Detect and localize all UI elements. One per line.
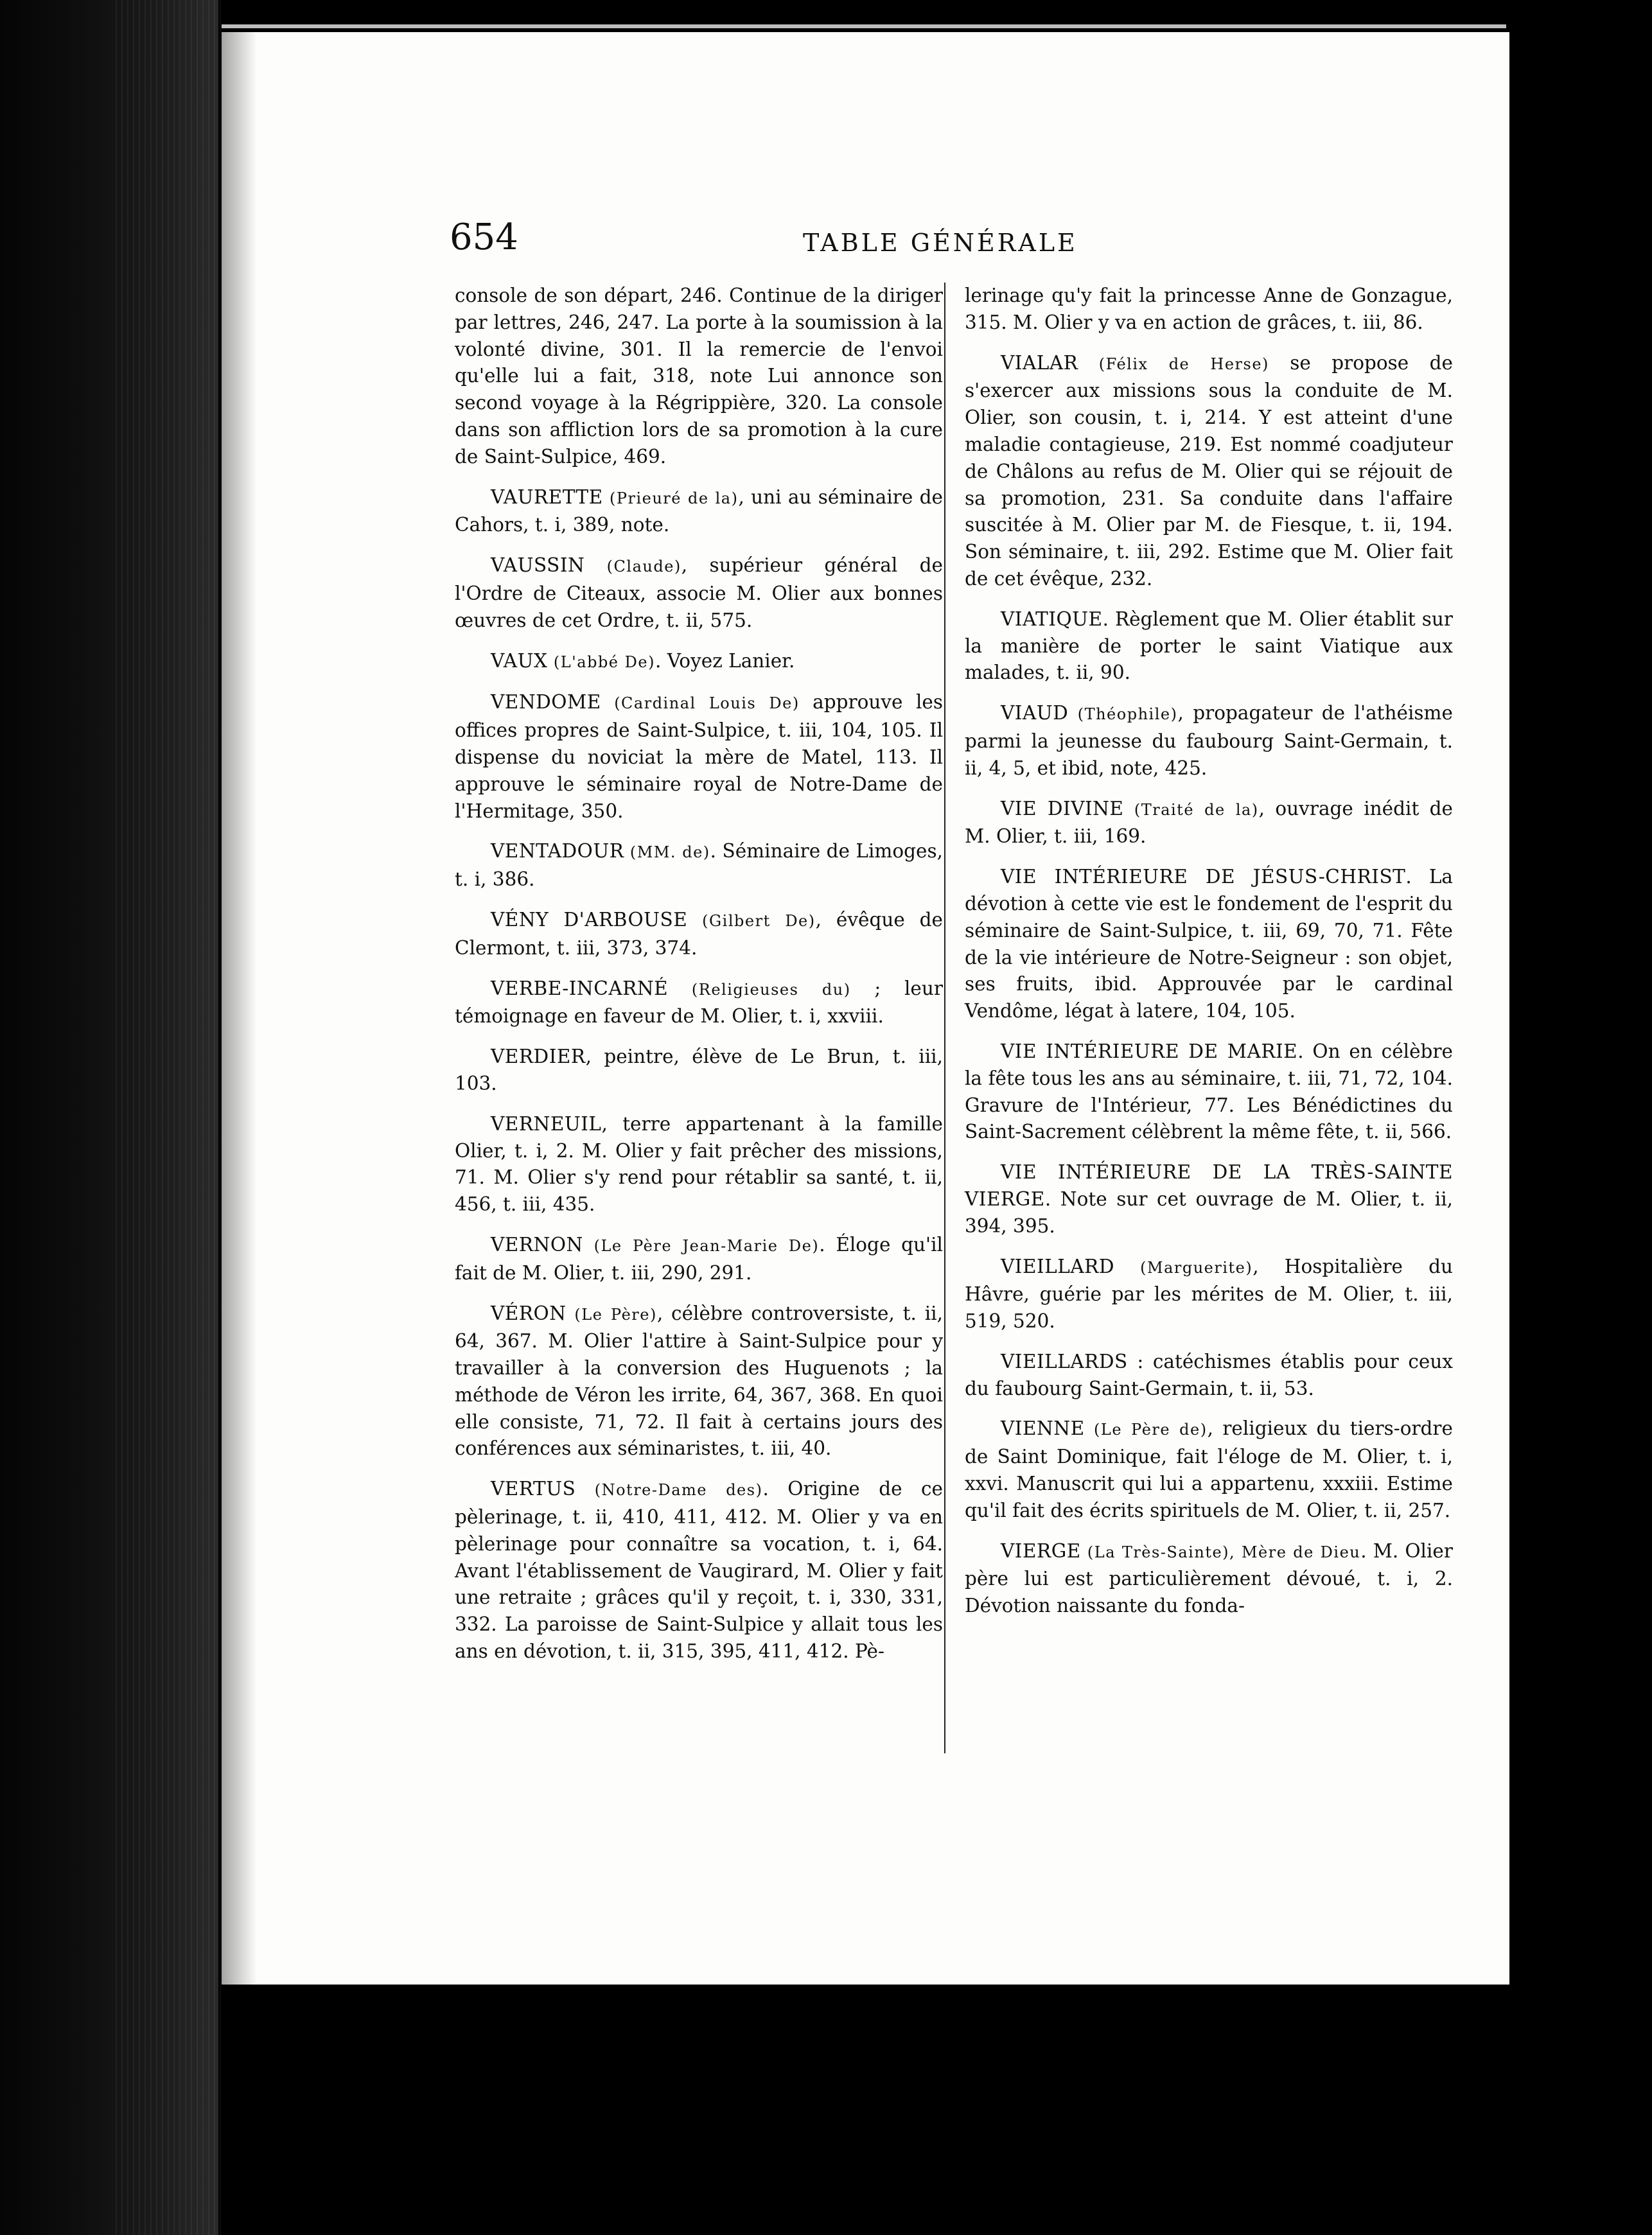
entry-text: ; leur témoignage en faveur de M. Olier, t. i, xxviii.	[455, 977, 943, 1028]
entry-qualifier: (Gilbert De)	[702, 911, 816, 930]
entry-headword: VENDOME	[491, 691, 601, 714]
entry-headword: VAUSSIN	[491, 554, 585, 577]
entry-qualifier: (La Très-Sainte), Mère de Dieu	[1087, 1543, 1361, 1561]
entry-headword: VERBE-INCARNÉ	[491, 977, 669, 999]
entry-qualifier: (L'abbé De)	[553, 653, 655, 671]
entry-qualifier: (Claude)	[606, 557, 681, 576]
entry-text: . M. Olier père lui est particulièrement dévoué, t. i, 2. Dévotion naissante du fonda-	[965, 1539, 1453, 1617]
entry-qualifier: (Marguerite)	[1140, 1258, 1253, 1277]
entry-headword: VIERGE	[1001, 1539, 1081, 1562]
entry-text: , évêque de Clermont, t. iii, 373, 374.	[455, 908, 943, 959]
entry-text: lerinage qu'y fait la princesse Anne de Gonzague, 315. M. Olier y va en action de grâces, t. iii, 86.	[965, 285, 1453, 333]
entry-qualifier: (Le Père Jean-Marie De)	[593, 1236, 820, 1255]
index-entry	[965, 796, 1453, 851]
entry-headword: VIALAR	[1001, 351, 1078, 374]
top-edge-rule	[222, 24, 1506, 28]
entry-headword: VERDIER	[491, 1046, 586, 1068]
right-column	[965, 283, 1453, 1633]
entry-headword: VÉRON	[491, 1302, 567, 1324]
entry-headword: VIAUD	[1001, 702, 1069, 724]
index-entry	[455, 838, 943, 893]
index-entry	[455, 1044, 943, 1098]
index-entry	[965, 283, 1453, 337]
entry-headword: VAURETTE	[491, 486, 603, 508]
entry-text: . Règlement que M. Olier établit sur la manière de porter le saint Viatique aux malades, t. ii, 90.	[965, 608, 1453, 684]
entry-text: . On en célèbre la fête tous les ans au séminaire, t. iii, 71, 72, 104. Gravure de l'Intérieur, 77. Les Bénédictines du Saint-Sacrement célèbrent la même fête, t. ii, 566.	[965, 1040, 1453, 1143]
entry-headword: VIE INTÉRIEURE DE JÉSUS-CHRIST	[1001, 866, 1406, 888]
index-entry	[455, 689, 943, 825]
index-entry	[965, 700, 1453, 782]
entry-text: . Voyez Lanier.	[655, 649, 795, 672]
index-entry	[455, 552, 943, 634]
entry-headword: VIE INTÉRIEURE DE LA TRÈS-SAINTE VIERGE	[965, 1161, 1453, 1210]
index-entry	[965, 606, 1453, 687]
entry-qualifier: (Prieuré de la)	[609, 489, 739, 507]
entry-qualifier: (Traité de la)	[1134, 800, 1259, 819]
index-entry	[455, 976, 943, 1031]
entry-text: . La dévotion à cette vie est le fondement de l'esprit du séminaire de Saint-Sulpice, t. iii, 69, 70, 71. Fête de la vie intérieure de Notre-Seigneur : son objet, ses fruits, ibid. Approuvée par le cardinal Vendôme, légat à latere, 104, 105.	[965, 866, 1453, 1022]
entry-qualifier: (Notre-Dame des)	[594, 1481, 763, 1500]
entry-qualifier: (Cardinal Louis De)	[614, 694, 800, 713]
entry-text: , Hospitalière du Hâvre, guérie par les mérites de M. Olier, t. iii, 519, 520.	[965, 1255, 1453, 1333]
entry-text: . Origine de ce pèlerinage, t. ii, 410, 411, 412. M. Olier y va en pèlerinage pour connaître sa vocation, t. i, 64. Avant l'établissement de Vaugirard, M. Olier y fait une retraite ; grâces qu'il y reçoit, t. i, 330, 331, 332. La paroisse de Saint-Sulpice y allait tous les ans en dévotion, t. ii, 315, 395, 411, 412. Pè-	[455, 1478, 943, 1663]
entry-text: . Note sur cet ouvrage de M. Olier, t. ii, 394, 395.	[965, 1188, 1453, 1237]
entry-text: , ouvrage inédit de M. Olier, t. iii, 169.	[965, 797, 1453, 848]
entry-text: , peintre, élève de Le Brun, t. iii, 103.	[455, 1046, 943, 1094]
index-entry	[965, 1039, 1453, 1146]
entry-qualifier: (Le Père)	[574, 1305, 657, 1324]
index-entry	[455, 1232, 943, 1287]
entry-text: , uni au séminaire de Cahors, t. i, 389, note.	[455, 486, 943, 536]
entry-headword: VERTUS	[491, 1478, 576, 1500]
entry-headword: VIEILLARDS	[1001, 1350, 1128, 1372]
entry-headword: VERNON	[491, 1233, 583, 1256]
entry-headword: VIATIQUE	[1001, 608, 1103, 630]
entry-qualifier: (Religieuses du)	[691, 980, 851, 999]
index-entry	[455, 1111, 943, 1218]
index-entry	[455, 1301, 943, 1463]
running-title: TABLE GÉNÉRALE	[803, 229, 1078, 257]
entry-headword: VIENNE	[1001, 1417, 1085, 1440]
entry-text: se propose de s'exercer aux missions sous la conduite de M. Olier, son cousin, t. i, 214. Y est atteint d'une maladie contagieuse, 219. Est nommé coadjuteur de Châlons au refus de M. Olier qui se réjouit de sa promotion, 231. Sa conduite dans l'affaire suscitée à M. Olier par M. de Fiesque, t. ii, 194. Son séminaire, t. iii, 292. Estime que M. Olier fait de cet évêque, 232.	[965, 351, 1453, 590]
index-entry	[455, 484, 943, 539]
index-entry	[455, 1476, 943, 1665]
column-divider	[944, 283, 945, 1753]
entry-headword: VÉNY D'ARBOUSE	[491, 908, 688, 931]
index-entry	[965, 1159, 1453, 1240]
entry-headword: VENTADOUR	[491, 840, 624, 863]
entry-text: . Éloge qu'il fait de M. Olier, t. iii, 290, 291.	[455, 1233, 943, 1284]
entry-text: , propagateur de l'athéisme parmi la jeunesse du faubourg Saint-Germain, t. ii, 4, 5, et ibid, note, 425.	[965, 702, 1453, 779]
entry-text: : catéchismes établis pour ceux du faubourg Saint-Germain, t. ii, 53.	[965, 1350, 1453, 1399]
page-stack-lines	[116, 0, 225, 2235]
entry-headword: VIE INTÉRIEURE DE MARIE	[1001, 1040, 1298, 1062]
entry-text: , supérieur général de l'Ordre de Citeaux, associe M. Olier aux bonnes œuvres de cet Ordre, t. ii, 575.	[455, 554, 943, 631]
entry-headword: VIE DIVINE	[1001, 797, 1124, 820]
index-entry	[965, 350, 1453, 593]
entry-qualifier: (Félix de Herse)	[1098, 355, 1269, 373]
gutter-shadow	[222, 32, 257, 1985]
entry-qualifier: (Théophile)	[1077, 705, 1178, 724]
left-column	[455, 283, 943, 1679]
index-entry	[455, 648, 943, 676]
entry-text: console de son départ, 246. Continue de la diriger par lettres, 246, 247. La porte à la soumission à la volonté divine, 301. Il la remercie de l'envoi qu'elle lui a fait, 318, note Lui annonce son second voyage à la Régrippière, 320. La console dans son affliction lors de sa promotion à la cure de Saint-Sulpice, 469.	[455, 285, 943, 468]
entry-text: approuve les offices propres de Saint-Sulpice, t. iii, 104, 105. Il dispense du noviciat la mère de Matel, 113. Il approuve le séminaire royal de Notre-Dame de l'Hermitage, 350.	[455, 691, 943, 822]
entry-qualifier: (Le Père de)	[1094, 1421, 1208, 1439]
page-number: 654	[450, 216, 518, 258]
entry-text: , terre appartenant à la famille Olier, t. i, 2. M. Olier y fait prêcher des missions, 71. M. Olier s'y rend pour rétablir sa santé, t. ii, 456, t. iii, 435.	[455, 1112, 943, 1216]
entry-headword: VIEILLARD	[1001, 1255, 1114, 1277]
index-entry	[455, 283, 943, 471]
entry-headword: VAUX	[491, 649, 548, 672]
entry-headword: VERNEUIL	[491, 1112, 602, 1135]
entry-qualifier: (MM. de)	[629, 843, 710, 862]
entry-text: , religieux du tiers-ordre de Saint Dominique, fait l'éloge de M. Olier, t. i, xxvi. Manuscrit qui lui a appartenu, xxxiii. Estime qu'il fait des écrits spirituels de M. Olier, t. ii, 257.	[965, 1417, 1453, 1521]
index-entry	[965, 1416, 1453, 1524]
index-entry	[965, 1538, 1453, 1620]
entry-text: , célèbre controversiste, t. ii, 64, 367. M. Olier l'attire à Saint-Sulpice pour y travailler à la conversion des Huguenots ; la méthode de Véron les irrite, 64, 367, 368. En quoi elle consiste, 71, 72. Il fait à certains jours des conférences aux séminaristes, t. iii, 40.	[455, 1302, 943, 1460]
index-entry	[965, 864, 1453, 1025]
index-entry	[965, 1349, 1453, 1403]
index-entry	[965, 1254, 1453, 1335]
index-entry	[455, 907, 943, 962]
entry-text: . Séminaire de Limoges, t. i, 386.	[455, 840, 944, 891]
